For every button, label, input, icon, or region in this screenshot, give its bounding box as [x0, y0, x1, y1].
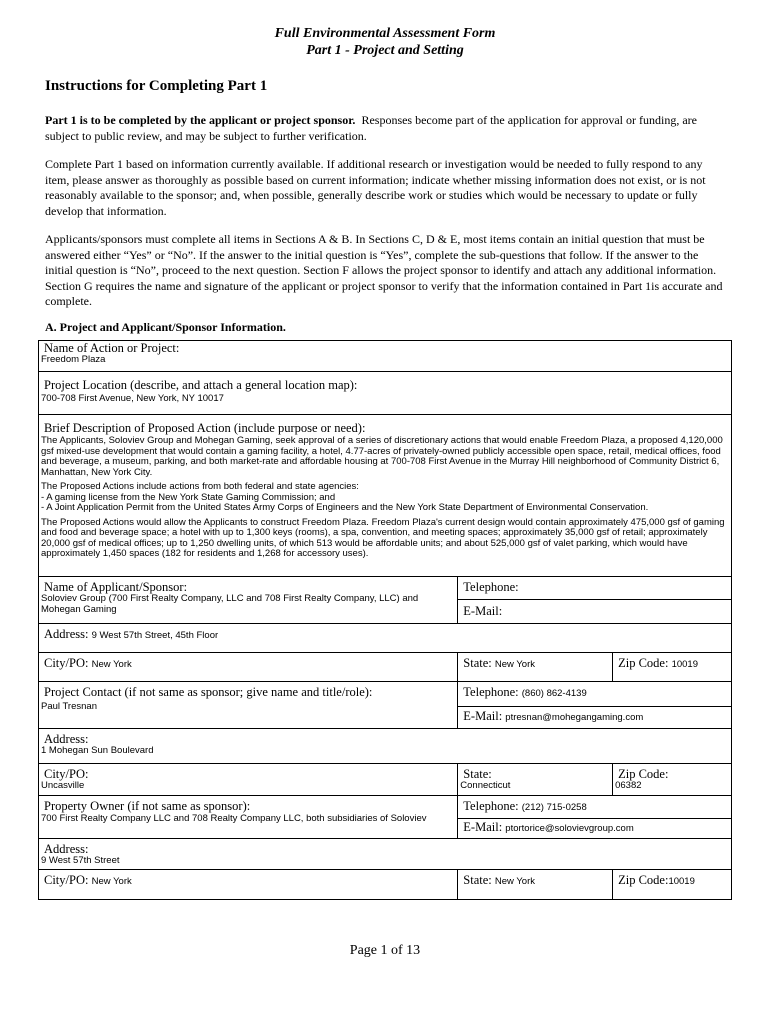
- contact-zip-cell[interactable]: [613, 764, 732, 796]
- contact-city-cell[interactable]: [39, 764, 458, 796]
- owner-zip-cell[interactable]: [613, 870, 732, 900]
- contact-state-value[interactable]: Connecticut: [460, 780, 511, 791]
- contact-address-cell[interactable]: [39, 729, 732, 764]
- instructions-paragraph-1: [45, 113, 725, 144]
- project-contact-label: Project Contact (if not same as sponsor; give name and title/role):: [44, 685, 373, 699]
- owner-zip-label: Zip Code:: [618, 873, 669, 887]
- description-agency-joint: - A Joint Application Permit from the United States Army Corps of Engineers and the New York State Department of Environmental Conservation.: [41, 502, 649, 513]
- contact-address-label: Address:: [44, 732, 89, 746]
- description-paragraph-2[interactable]: [41, 482, 729, 514]
- owner-state-value[interactable]: New York: [494, 876, 536, 887]
- contact-zip-value[interactable]: 06382: [615, 780, 642, 791]
- applicant-state-cell[interactable]: [458, 653, 613, 682]
- property-owner-label: Property Owner (if not same as sponsor):: [44, 799, 251, 813]
- applicant-zip-label: Zip Code:: [618, 656, 669, 670]
- applicant-zip-value[interactable]: 10019: [671, 659, 698, 670]
- instructions-heading: Instructions for Completing Part 1: [45, 78, 268, 94]
- contact-state-label: State:: [463, 767, 492, 781]
- owner-email-value[interactable]: ptortorice@solovievgroup.com: [505, 823, 634, 834]
- applicant-telephone-label: Telephone:: [463, 580, 519, 594]
- instructions-paragraph-1-bold: Part 1 is to be completed by the applicant or project sponsor.: [45, 113, 356, 127]
- contact-email-label: E-Mail:: [463, 709, 503, 723]
- name-of-action-cell[interactable]: [39, 341, 732, 372]
- instructions-paragraph-3: Applicants/sponsors must complete all items in Sections A & B. In Sections C, D & E, most items contain an initial question that must be answered either “Yes” or “No”. If the answer to the initial question is “Yes”, complete the sub-questions that follow. If the answer to the initial question is “No”, proceed to the next question. Section F allows the project sponsor to identify and attach any additional information. Section G requires the name and signature of the applicant or project sponsor to verify that the information contained in Part 1is accurate and complete.: [45, 232, 723, 308]
- owner-state-cell[interactable]: [458, 870, 613, 900]
- owner-zip-value[interactable]: 10019: [668, 876, 695, 887]
- contact-state-cell[interactable]: [458, 764, 613, 796]
- owner-address-value[interactable]: 9 West 57th Street: [41, 855, 120, 866]
- project-contact-cell[interactable]: [39, 682, 458, 729]
- property-owner-cell[interactable]: [39, 796, 458, 839]
- applicant-state-value[interactable]: New York: [494, 659, 536, 670]
- section-a-heading: A. Project and Applicant/Sponsor Information.: [45, 320, 286, 334]
- applicant-address-label: Address:: [44, 627, 89, 641]
- owner-city-label: City/PO:: [44, 873, 89, 887]
- applicant-address-cell[interactable]: [39, 624, 732, 653]
- owner-telephone-cell[interactable]: [458, 796, 732, 819]
- applicant-name-cell[interactable]: [39, 577, 458, 624]
- contact-telephone-label: Telephone:: [463, 685, 519, 699]
- owner-telephone-value[interactable]: (212) 715-0258: [521, 802, 587, 813]
- applicant-name-label: Name of Applicant/Sponsor:: [44, 580, 188, 594]
- name-of-action-value[interactable]: Freedom Plaza: [41, 354, 106, 365]
- project-location-label: Project Location (describe, and attach a general location map):: [44, 378, 358, 392]
- contact-zip-label: Zip Code:: [618, 767, 669, 781]
- applicant-zip-cell[interactable]: [613, 653, 732, 682]
- owner-address-label: Address:: [44, 842, 89, 856]
- contact-telephone-value[interactable]: (860) 862-4139: [521, 688, 587, 699]
- description-agencies-intro: The Proposed Actions include actions from both federal and state agencies:: [41, 481, 359, 492]
- contact-city-label: City/PO:: [44, 767, 89, 781]
- contact-address-value[interactable]: 1 Mohegan Sun Boulevard: [41, 745, 154, 756]
- project-location-value[interactable]: 700-708 First Avenue, New York, NY 10017: [41, 393, 224, 404]
- owner-email-label: E-Mail:: [463, 820, 503, 834]
- contact-city-value[interactable]: Uncasville: [41, 780, 85, 791]
- applicant-city-label: City/PO:: [44, 656, 89, 670]
- instructions-paragraph-1-rest: Responses become part of the application for approval or funding, are subject to public review, and may be subject to further verification.: [45, 113, 697, 143]
- contact-email-cell[interactable]: [458, 707, 732, 729]
- description-agency-gaming: - A gaming license from the New York State Gaming Commission; and: [41, 491, 336, 503]
- instructions-paragraph-2: Complete Part 1 based on information currently available. If additional research or investigation would be needed to fully respond to any item, please answer as thoroughly as possible based on current information; indicate whether missing information does not exist, or is not reasonably available to the sponsor; and, when possible, generally describe work or studies which would be necessary to update or fully develop that information.: [45, 157, 706, 218]
- form-title: Full Environmental Assessment Form: [274, 26, 496, 41]
- contact-email-value[interactable]: ptresnan@mohegangaming.com: [505, 712, 644, 723]
- applicant-email-cell[interactable]: [458, 600, 732, 624]
- page-number: Page 1 of 13: [349, 943, 421, 958]
- owner-telephone-label: Telephone:: [463, 799, 519, 813]
- applicant-city-cell[interactable]: [39, 653, 458, 682]
- owner-city-cell[interactable]: [39, 870, 458, 900]
- applicant-city-value[interactable]: New York: [91, 659, 132, 670]
- applicant-telephone-cell[interactable]: [458, 577, 732, 600]
- name-of-action-label: Name of Action or Project:: [44, 341, 180, 355]
- owner-state-label: State:: [463, 873, 492, 887]
- property-owner-value[interactable]: 700 First Realty Company LLC and 708 Realty Company LLC, both subsidiaries of Soloviev: [41, 813, 427, 824]
- section-a-form: [38, 340, 732, 900]
- project-contact-value[interactable]: Paul Tresnan: [41, 701, 97, 712]
- project-description-label: Brief Description of Proposed Action (include purpose or need):: [44, 421, 366, 435]
- form-subtitle: Part 1 - Project and Setting: [306, 43, 464, 58]
- applicant-email-label: E-Mail:: [463, 604, 503, 618]
- applicant-name-value[interactable]: Soloviev Group (700 First Realty Company, LLC and 708 First Realty Company, LLC) and Mohegan Gaming: [41, 593, 419, 615]
- owner-city-value[interactable]: New York: [91, 876, 132, 887]
- owner-email-cell[interactable]: [458, 819, 732, 839]
- description-paragraph-1[interactable]: The Applicants, Soloviev Group and Mohegan Gaming, seek approval of a series of discretionary actions that would enable Freedom Plaza, a proposed 4,120,000 gsf mixed-use development that would contain a gaming facility, a hotel, 4.77-acres of privately-owned publicly accessible open space, retail, medical offices, food and beverage, a museum, parking, and both market-rate and affordable housing at 700-708 First Avenue in the Murray Hill neighborhood of Community District 6, Manhattan, New York City.: [41, 435, 723, 478]
- project-location-cell[interactable]: [39, 372, 732, 415]
- description-paragraph-3[interactable]: The Proposed Actions would allow the Applicants to construct Freedom Plaza. Freedom Plaza's current design would contain approximately 475,000 gsf of gaming and food and beverage space; a hotel with up to 1,300 keys (rooms), a spa, convention, and meeting spaces; approximately 35,000 gsf of retail; approximately 20,000 gsf of medical offices; up to 1,250 dwelling units, of which 513 would be affordable units; and about 525,000 gsf of valet parking, which would have approximately 1,450 spaces (182 for residents and 1,268 for accessory uses).: [41, 516, 725, 559]
- contact-telephone-cell[interactable]: [458, 682, 732, 707]
- applicant-state-label: State:: [463, 656, 492, 670]
- applicant-address-value[interactable]: 9 West 57th Street, 45th Floor: [91, 630, 219, 641]
- project-description-cell[interactable]: [39, 415, 732, 577]
- owner-address-cell[interactable]: [39, 839, 732, 870]
